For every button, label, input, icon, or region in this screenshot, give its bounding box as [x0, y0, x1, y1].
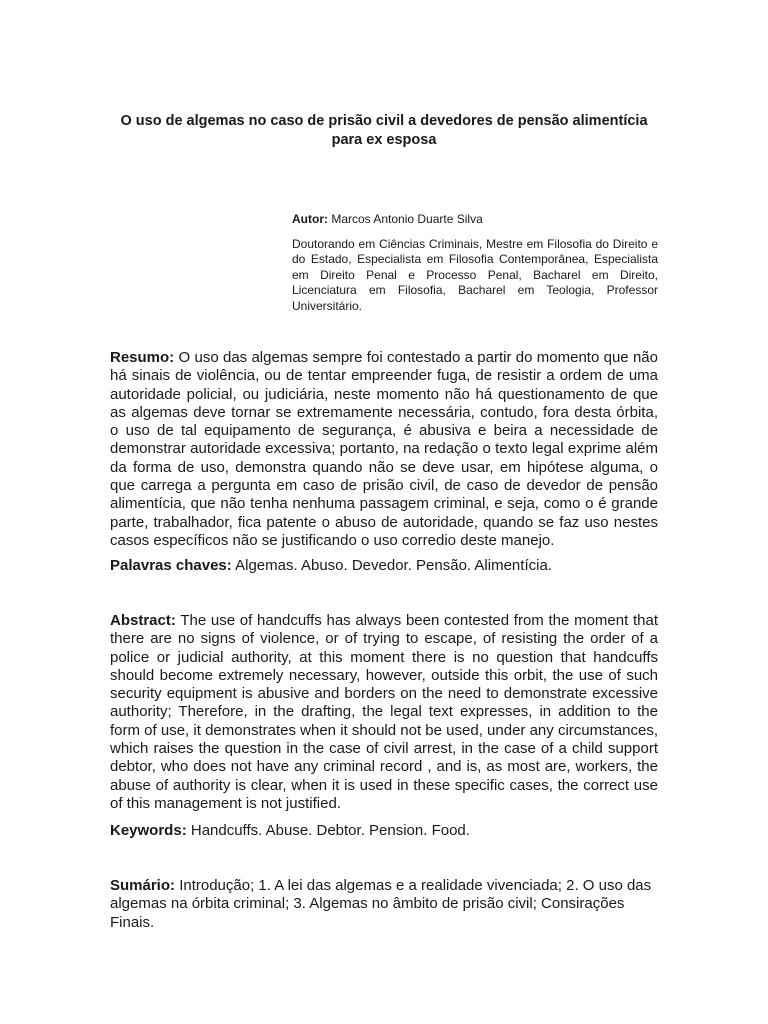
author-credentials: Doutorando em Ciências Criminais, Mestre em Filosofia do Direito e do Estado, Especialista em Filosofia Contemporânea, Especialista em Direito Penal e Processo Penal, Bacharel em Direito, Licenciatura em Filosofia, Bacharel em Teologia, Professor Universitário.	[292, 236, 658, 313]
abstract-text: The use of handcuffs has always been contested from the moment that there are no signs of violence, or of trying to escape, of resisting the order of a police or judicial authority, at this moment there is no question that handcuffs should become extremely necessary, however, outside this orbit, the use of such security equipment is abusive and borders on the need to demonstrate excessive authority; Therefore, in the drafting, the legal text expresses, in addition to the form of use, it demonstrates when it should not be used, under any circumstances, which raises the question in the case of civil arrest, in the case of a child support debtor, who does not have any criminal record , and is, as most are, workers, the abuse of authority is clear, when it is used in these specific cases, the correct use of this management is not justified.	[110, 612, 658, 812]
keywords-paragraph	[110, 822, 658, 840]
author-label: Autor:	[292, 212, 328, 226]
keywords-label: Keywords:	[110, 822, 187, 839]
document-title: O uso de algemas no caso de prisão civil a devedores de pensão alimentícia para ex esposa	[120, 113, 648, 148]
sumario-text: Introdução; 1. A lei das algemas e a realidade vivenciada; 2. O uso das algemas na órbita criminal; 3. Algemas no âmbito de prisão civil; Consirações Finais.	[110, 877, 652, 931]
abstract-label: Abstract:	[110, 612, 176, 629]
keywords-text: Handcuffs. Abuse. Debtor. Pension. Food.	[190, 822, 470, 839]
resumo-label: Resumo:	[110, 349, 175, 366]
palavras-chaves-label: Palavras chaves:	[110, 557, 232, 574]
resumo-paragraph	[110, 349, 658, 550]
author-line	[292, 212, 658, 228]
sumario-label: Sumário:	[110, 877, 176, 894]
author-name: Marcos Antonio Duarte Silva	[331, 212, 483, 226]
palavras-chaves-text: Algemas. Abuso. Devedor. Pensão. Alimentícia.	[235, 557, 552, 574]
resumo-text: O uso das algemas sempre foi contestado a partir do momento que não há sinais de violência, ou de tentar empreender fuga, de resistir a ordem de uma autoridade policial, ou judiciária, neste momento não há questionamento de que as algemas deve tornar se extremamente necessária, contudo, fora desta órbita, o uso de tal equipamento de segurança, é abusiva e beira a necessidade de demonstrar autoridade excessiva; portanto, na redação o texto legal exprime além da forma de uso, demonstra quando não se deve usar, em hipótese alguma, o que carrega a pergunta em caso de prisão civil, de caso de devedor de pensão alimentícia, que não tenha nenhuma passagem criminal, e seja, como o é grande parte, trabalhador, fica patente o abuso de autoridade, quando se faz uso nestes casos específicos não se justificando o uso corredio deste manejo.	[110, 349, 658, 549]
abstract-paragraph	[110, 612, 658, 813]
author-block	[292, 212, 658, 314]
palavras-chaves-paragraph	[110, 557, 658, 575]
sumario-paragraph	[110, 877, 658, 932]
